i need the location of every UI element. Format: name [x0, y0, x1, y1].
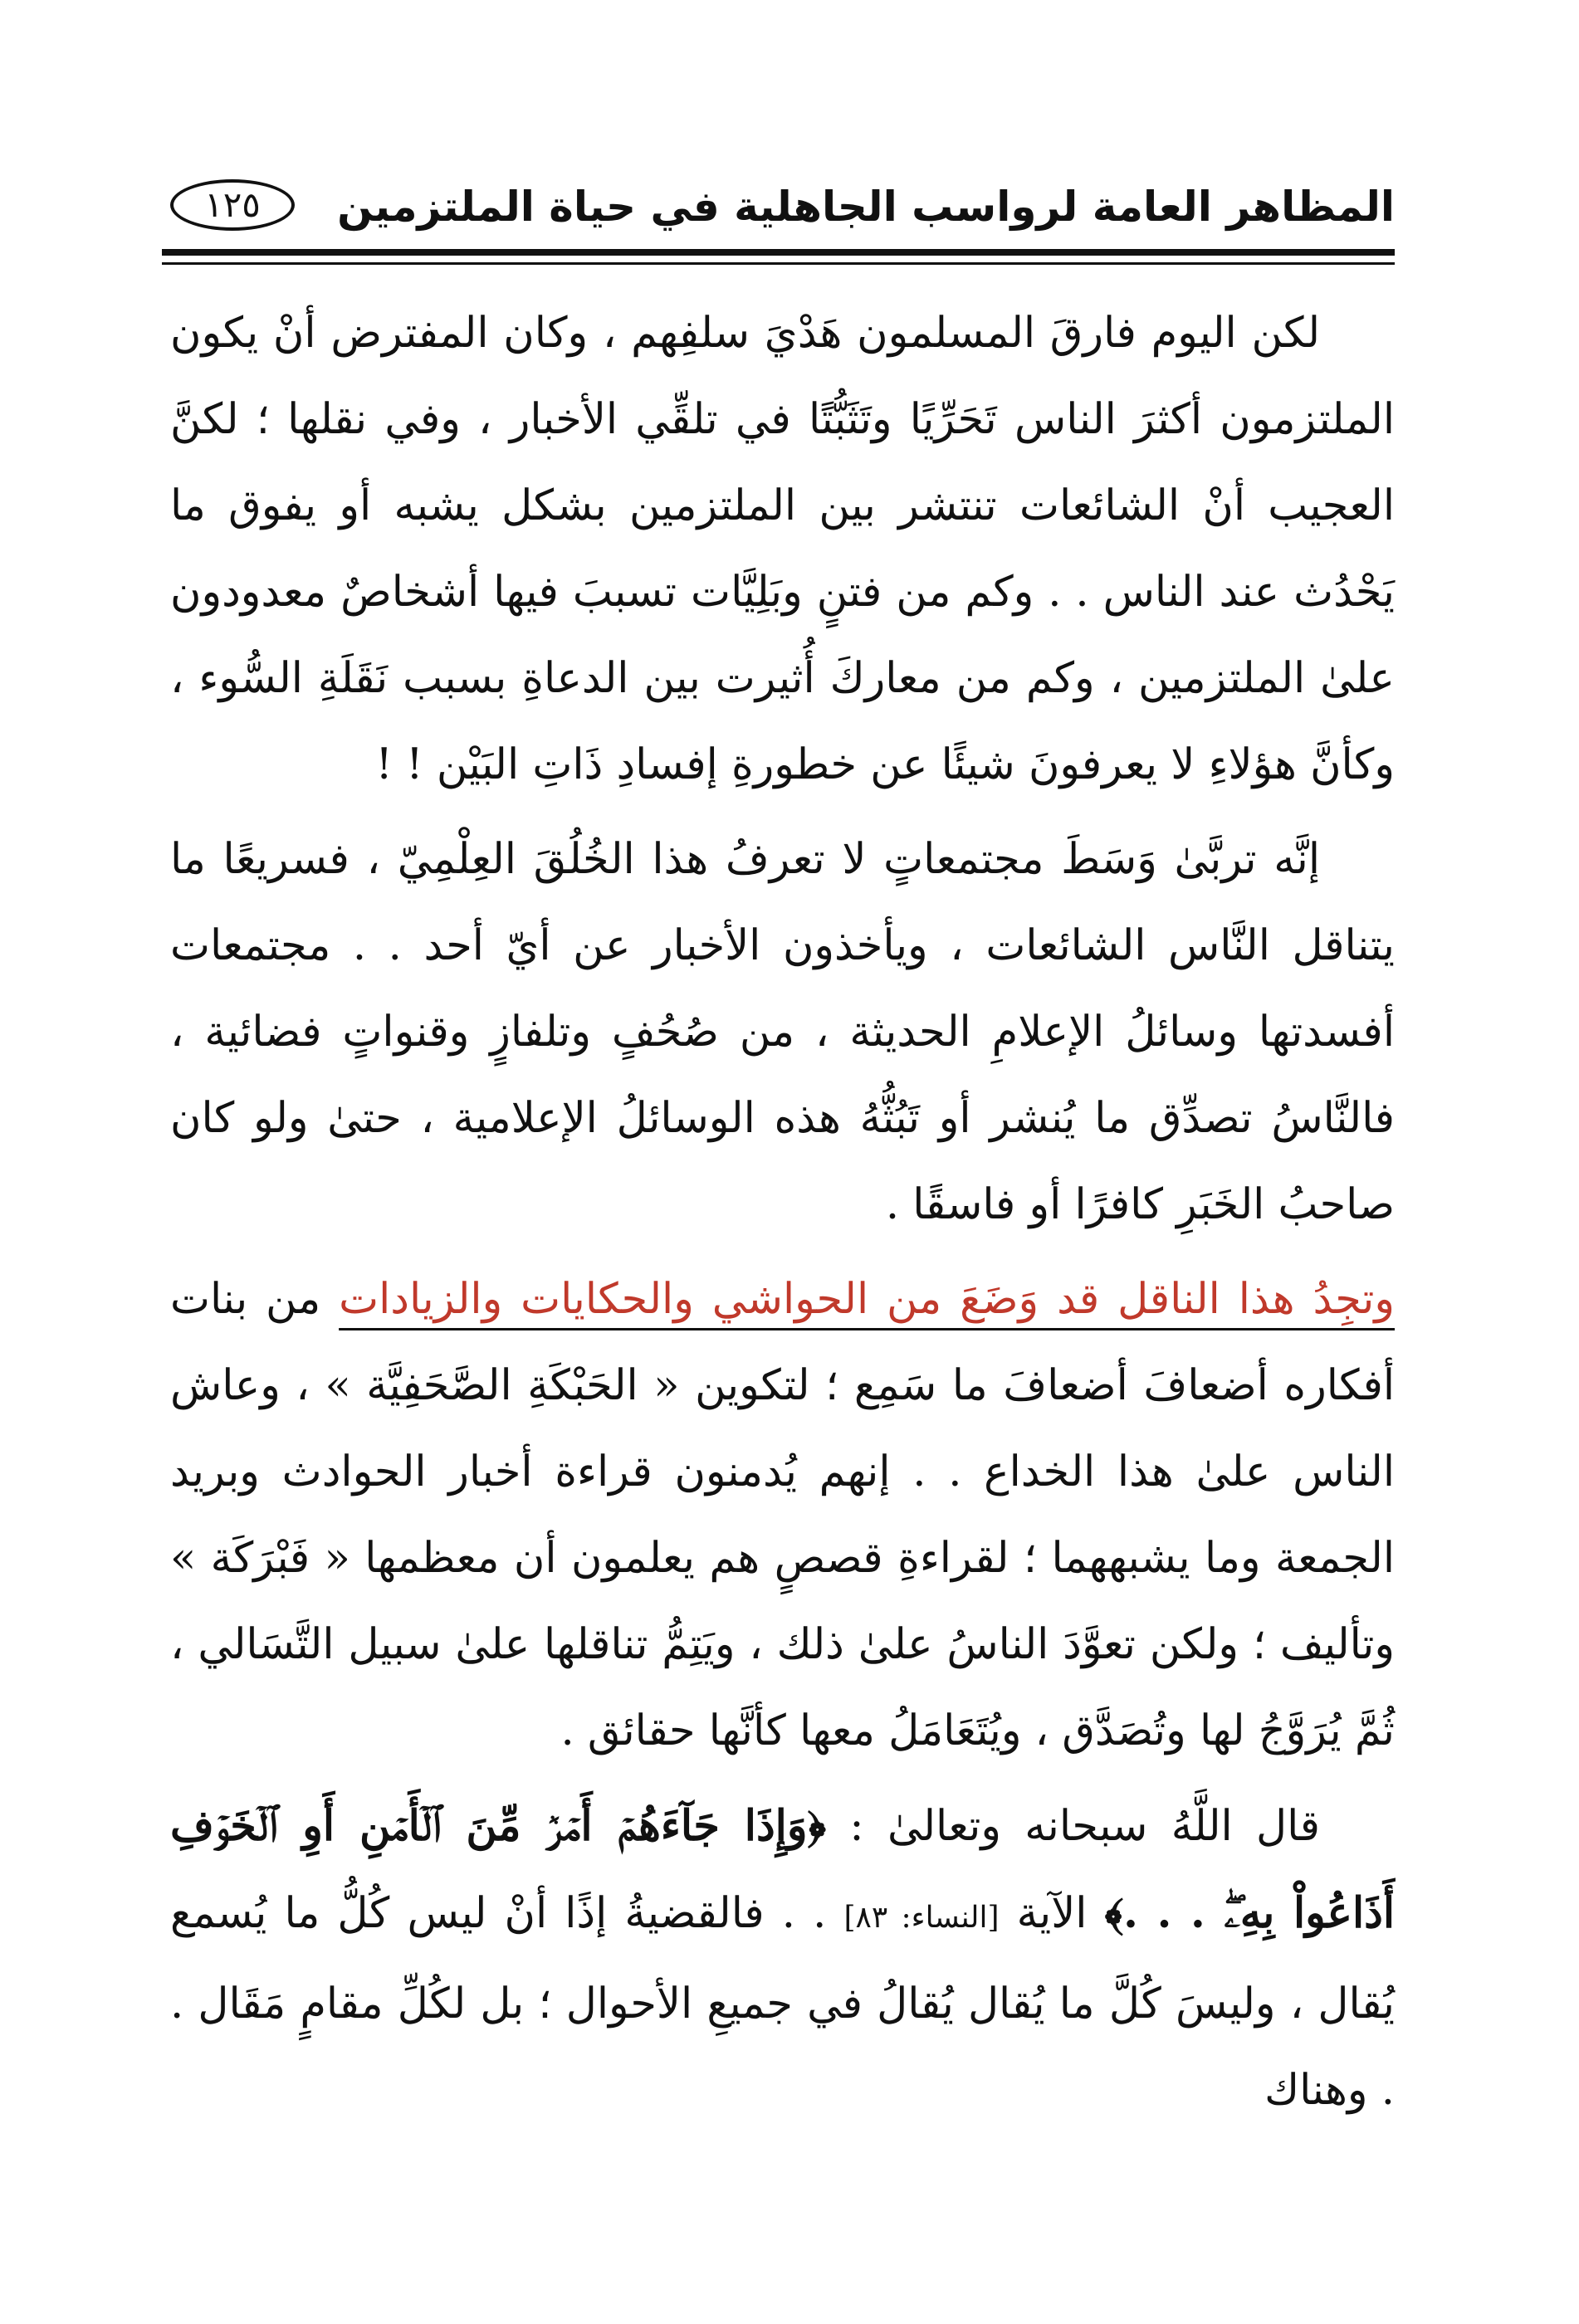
- paragraph-4-text: . . فالقضيةُ إذًا أنْ ليس كُلُّ ما يُسمع يُقال ، وليسَ كُلَّ ما يُقال يُقالُ في جميعِ الأحوال ؛ بل لكُلِّ مقامٍ مَقَال . . وهناك: [170, 1889, 1395, 2115]
- verse-reference: [النساء: ٨٣]: [843, 1901, 1000, 1935]
- header-rule-thick: [162, 249, 1395, 256]
- paragraph-3-text: من بنات أفكاره أضعافَ أضعافَ ما سَمِع ؛ لتكوين « الحَبْكَةِ الصَّحَفِيَّة » ، وعاش الناس علىٰ هذا الخداع . . إنهم يُدمنون قراءة أخبار الحوادث وبريد الجمعة وما يشبههما ؛ لقراءةِ قصصٍ هم يعلمون أن معظمها « فَبْرَكَة » وتأليف ؛ ولكن تعوَّدَ الناسُ علىٰ ذلك ، ويَتِمُّ تناقلها علىٰ سبيل التَّسَالي ، ثُمَّ يُرَوَّجُ لها وتُصَدَّق ، ويُتَعَامَلُ معها كأنَّها حقائق .: [170, 1275, 1395, 1755]
- quran-verse: ﴿وَإِذَا جَآءَهُمۡ أَمۡرٞ مِّنَ ٱلۡأَمۡنِ أَوِ ٱلۡخَوۡفِ أَذَاعُواْ بِهِۦۖ . . .﴾: [170, 1801, 1396, 1938]
- page-header: [162, 166, 1395, 249]
- page-number: ١٢٥: [170, 179, 295, 231]
- highlighted-phrase: وتجِدُ هذا الناقل قد وَضَعَ من الحواشي والحكايات والزيادات: [339, 1275, 1395, 1324]
- paragraph-4: [170, 1783, 1395, 2134]
- page-body: [170, 290, 1395, 2134]
- paragraph-4-intro: قال اللَّهُ سبحانه وتعالىٰ :: [826, 1802, 1320, 1851]
- paragraph-3: [170, 1257, 1395, 1775]
- aya-label: الآية: [999, 1889, 1105, 1938]
- running-title: المظاهر العامة لرواسب الجاهلية في حياة الملتزمين: [337, 183, 1395, 231]
- paragraph-2: إنَّه تربَّىٰ وَسَطَ مجتمعاتٍ لا تعرفُ هذا الخُلُقَ العِلْمِيّ ، فسريعًا ما يتناقل النَّاس الشائعات ، ويأخذون الأخبار عن أيّ أحد . . مجتمعات أفسدتها وسائلُ الإعلامِ الحديثة ، من صُحُفٍ وتلفازٍ وقنواتٍ فضائية ، فالنَّاسُ تصدِّق ما يُنشر أو تَبُثُّهُ هذه الوسائلُ الإعلامية ، حتىٰ ولو كان صاحبُ الخَبَرِ كافرًا أو فاسقًا .: [170, 835, 1395, 1229]
- header-rule-thin: [162, 262, 1395, 265]
- paragraph-1: لكن اليوم فارقَ المسلمون هَدْيَ سلفِهم ، وكان المفترض أنْ يكون الملتزمون أكثرَ الناس تَحَرِّيًا وتَثَبُّتًا في تلقِّي الأخبار ، وفي نقلها ؛ لكنَّ العجيب أنْ الشائعات تنتشر بين الملتزمين بشكل يشبه أو يفوق ما يَحْدُث عند الناس . . وكم من فتنٍ وبَلِيَّات تسببَ فيها أشخاصٌ معدودون علىٰ الملتزمين ، وكم من معاركَ أُثيرت بين الدعاةِ بسبب نَقَلَةِ السُّوء ، وكأنَّ هؤلاءِ لا يعرفونَ شيئًا عن خطورةِ إفسادِ ذَاتِ البَيْن ! !: [170, 309, 1395, 789]
